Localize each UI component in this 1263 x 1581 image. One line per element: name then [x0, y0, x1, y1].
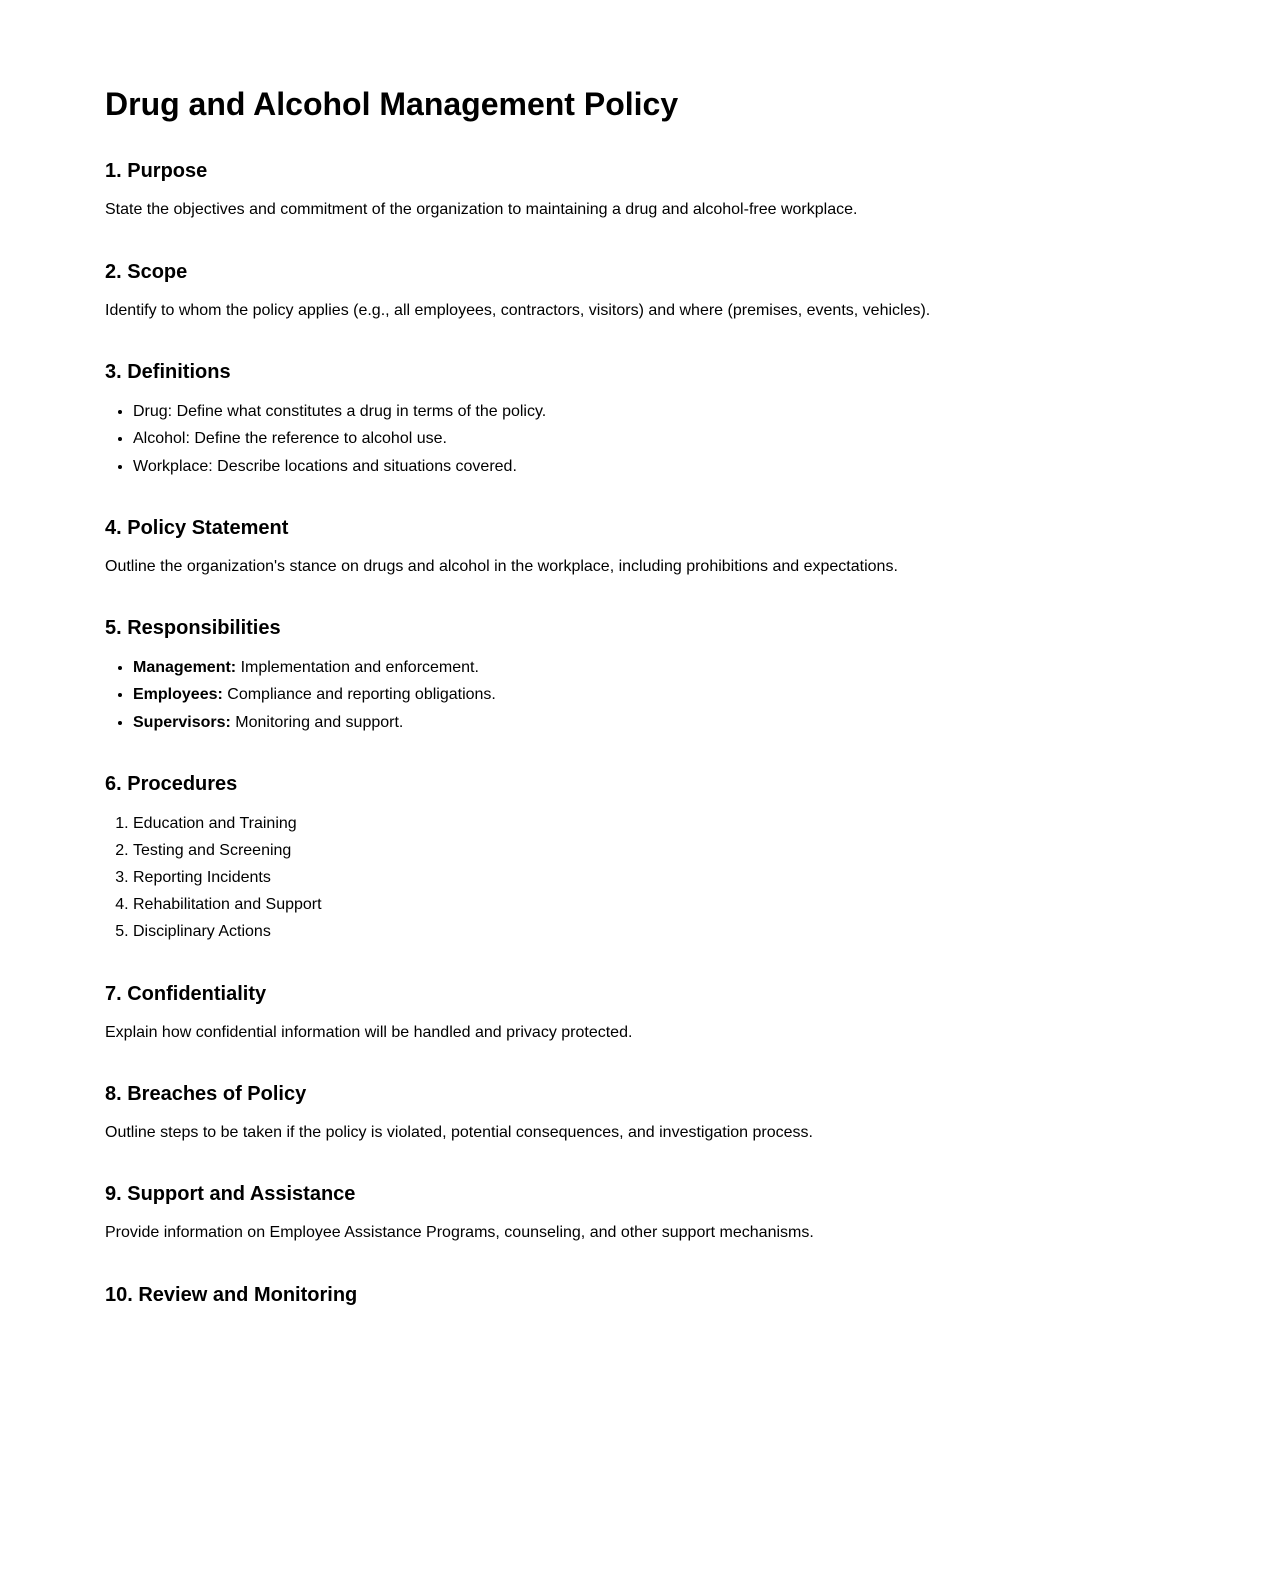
section-paragraph: Explain how confidential information will be handled and privacy protected.: [105, 1023, 633, 1041]
section-paragraph: Outline the organization's stance on drugs and alcohol in the workplace, including prohibitions and expectations.: [105, 557, 898, 575]
list-item-lead: Management:: [133, 659, 237, 677]
list-item: [133, 709, 1158, 736]
list-item-text: Implementation and enforcement.: [240, 659, 479, 677]
section-heading: 8. Breaches of Policy: [105, 1083, 307, 1106]
list-item: 1. Education and Training: [133, 810, 1158, 837]
section-responsibilities: [105, 616, 1158, 736]
section-heading: 9. Support and Assistance: [105, 1183, 356, 1206]
section-support: [105, 1182, 1158, 1246]
section-heading-clipped: 10. Review and Monitoring: [105, 1283, 358, 1306]
section-procedures: [105, 772, 1158, 946]
section-heading: 5. Responsibilities: [105, 617, 281, 640]
list-item: • Drug: Define what constitutes a drug in terms of the policy.: [133, 398, 1158, 425]
list-item: 4. Rehabilitation and Support: [133, 891, 1158, 918]
definitions-list: [105, 398, 1158, 480]
list-item-lead: Employees:: [133, 686, 223, 704]
list-item: • Alcohol: Define the reference to alcohol use.: [133, 425, 1158, 452]
section-paragraph: Outline steps to be taken if the policy is violated, potential consequences, and investigation process.: [105, 1124, 813, 1142]
section-scope: [105, 260, 1158, 324]
section-heading: 1. Purpose: [105, 160, 208, 183]
section-heading: 4. Policy Statement: [105, 516, 289, 539]
section-paragraph: Identify to whom the policy applies (e.g., all employees, contractors, visitors) and where (premises, events, vehicles).: [105, 301, 931, 319]
section-heading: 3. Definitions: [105, 361, 231, 384]
procedures-list: [105, 810, 1158, 946]
section-heading: 6. Procedures: [105, 772, 238, 795]
section-purpose: [105, 159, 1158, 223]
list-item: [133, 681, 1158, 708]
document-title: Drug and Alcohol Management Policy: [105, 86, 679, 122]
section-paragraph: State the objectives and commitment of the organization to maintaining a drug and alcohol-free workplace.: [105, 201, 858, 219]
list-item: 5. Disciplinary Actions: [133, 918, 1158, 945]
section-definitions: [105, 360, 1158, 480]
section-paragraph: Provide information on Employee Assistance Programs, counseling, and other support mechanisms.: [105, 1224, 814, 1242]
section-policy-statement: [105, 516, 1158, 580]
list-item: 2. Testing and Screening: [133, 837, 1158, 864]
section-heading: 2. Scope: [105, 260, 188, 283]
list-item: [133, 654, 1158, 681]
responsibilities-list: [105, 654, 1158, 736]
list-item-text: Monitoring and support.: [235, 713, 404, 731]
section-heading: 7. Confidentiality: [105, 982, 267, 1005]
section-confidentiality: [105, 982, 1158, 1046]
list-item-lead: Supervisors:: [133, 713, 231, 731]
list-item: 3. Reporting Incidents: [133, 864, 1158, 891]
list-item: • Workplace: Describe locations and situations covered.: [133, 453, 1158, 480]
list-item-text: Compliance and reporting obligations.: [227, 686, 496, 704]
section-review-monitoring: [105, 1283, 1158, 1307]
section-breaches: [105, 1082, 1158, 1146]
